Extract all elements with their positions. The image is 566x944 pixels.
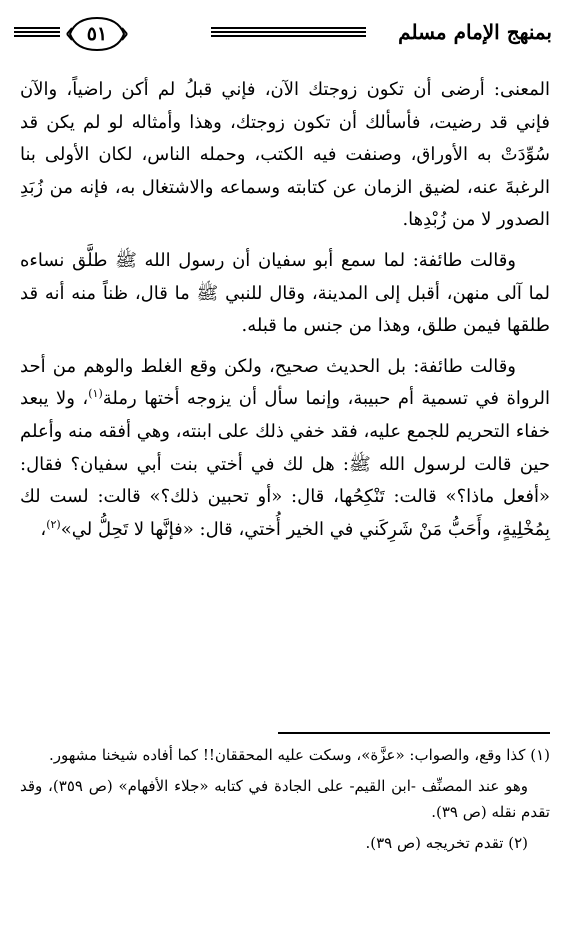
paragraph-text: ،	[40, 518, 47, 540]
footnote: (١) كذا وقع، والصواب: «عزَّة»، وسكت عليه المحققان!! كما أفاده شيخنا مشهور.	[48, 746, 550, 764]
page-number-badge	[66, 14, 128, 54]
paragraph-text: وقالت طائفة: بل الحديث صحيح، ولكن وقع الغلط والوهم من أحد الرواة في تسمية أم حبيبة، وإنما سأل أن يزوجه أختها رملة	[20, 355, 550, 410]
paragraph-text: وقالت طائفة: لما سمع أبو سفيان أن رسول الله ﷺ طلَّق نساءه لما آلى منهن، أقبل إلى المدينة، وقال للنبي ﷺ ما قال، ظناً منه أنه قد طلقها فيمن طلق، وهذا من جنس ما قبله.	[20, 249, 550, 337]
paragraph	[20, 245, 550, 343]
footnote-ref[interactable]: (٢)	[46, 517, 61, 531]
footnote: وهو عند المصنِّف -ابن القيم- على الجادة في كتابه «جلاء الأفهام» (ص ٣٥٩)، وقد تقدم نقله (ص ٣٩).	[20, 776, 550, 821]
page-header	[14, 14, 552, 60]
header-rule-right	[211, 27, 366, 39]
footnote: (٢) تقدم تخريجه (ص ٣٩).	[365, 833, 528, 852]
footnote-ref[interactable]: (١)	[88, 387, 103, 401]
paragraph	[20, 74, 550, 237]
paragraph-text: المعنى: أرضى أن تكون زوجتك الآن، فإني قبلُ لم أكن راضياً، والآن فإني قد رضيت، فأسألك أن تكون زوجتك، وهذا وأمثاله لو لم يكن قد سُوِّدَتْ به الأوراق، وصنفت فيه الكتب، وحمله الناس، لكان الأولى بنا الرغبةَ عنه، لضيق الزمان عن كتابته وسماعه والاشتغال به، فإنه من زُبَدِ الصدور لا من زُبْدِها.	[20, 79, 550, 231]
paragraph-text: ، ولا يبعد خفاء التحريم للجمع عليه، فقد خفي ذلك على ابنته، وهي أفقه منه وأعلم حين قالت لرسول الله ﷺ: هل لك في أختي بنت أبي سفيان؟ فقال: «أفعل ماذا؟» قالت: تَنْكِحُها، قال: «أو تحبين ذلك؟» قالت: لست لك بِمُخْلِيةٍ، وأَحَبُّ مَنْ شَرِكَني في الخير أُختي، قال: «فإنَّها لا تَحِلُّ لي»	[20, 388, 550, 540]
page-number: ٥١	[86, 23, 108, 45]
footnote-divider	[278, 732, 550, 734]
running-title: بمنهج الإمام مسلم	[398, 20, 552, 44]
footnotes	[20, 742, 550, 860]
paragraph	[20, 351, 550, 547]
header-rule-left	[14, 27, 60, 39]
main-text	[20, 74, 550, 554]
